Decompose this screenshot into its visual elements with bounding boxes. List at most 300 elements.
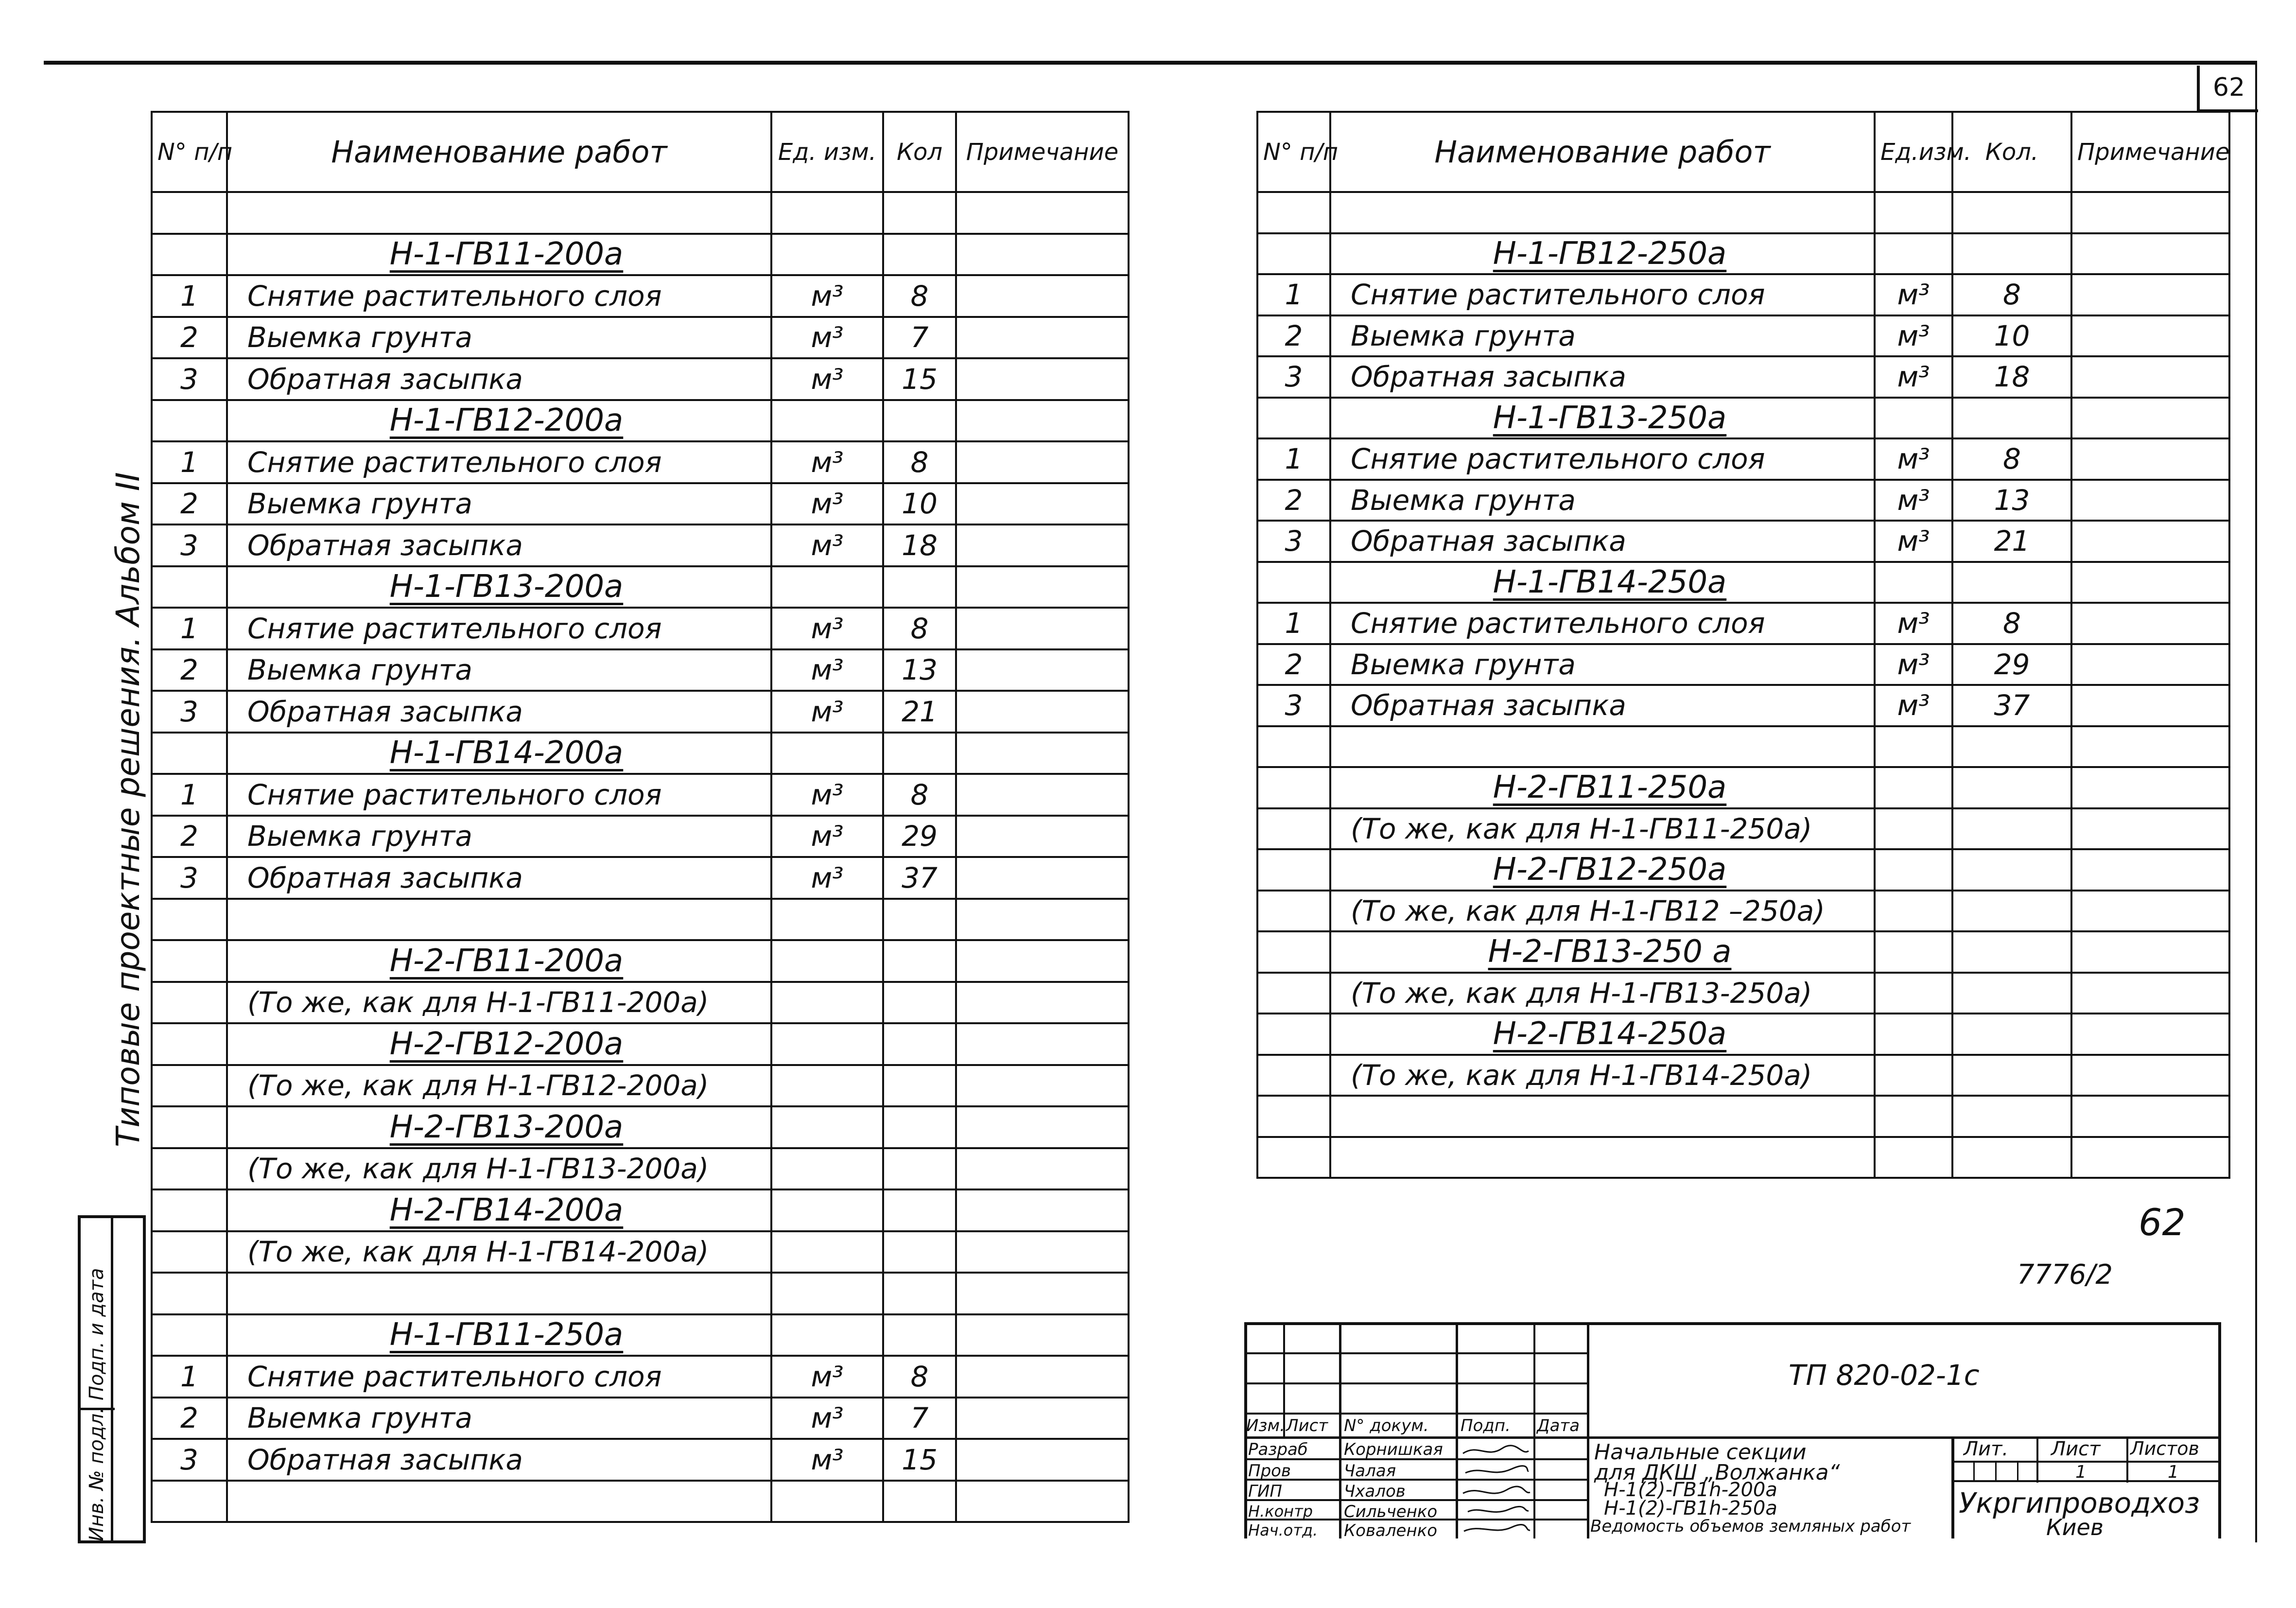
table-row [1257, 767, 2229, 808]
row-unit: м³ [771, 1356, 883, 1398]
table-row [152, 816, 1129, 857]
table-row [1257, 849, 2229, 891]
row-unit [771, 566, 883, 608]
row-num [1257, 192, 1330, 233]
table-row [1257, 315, 2229, 357]
section-code: Н-2-ГВ11-250а [1493, 769, 1727, 806]
row-note [956, 566, 1129, 608]
album-title: Типовые проектные решения. Альбом II [109, 472, 147, 1147]
header-note: Примечание [956, 112, 1129, 192]
row-unit [1875, 808, 1952, 850]
row-unit [771, 1065, 883, 1107]
row-unit [1875, 767, 1952, 808]
table-row [152, 1189, 1129, 1231]
tb-org: Укргипроводхоз [1959, 1486, 2200, 1520]
row-note [956, 1106, 1129, 1148]
row-num: 2 [1257, 480, 1330, 521]
row-name: Выемка грунта [1330, 315, 1875, 357]
row-qty: 21 [1952, 521, 2071, 562]
table-row [1257, 480, 2229, 521]
row-qty [1952, 808, 2071, 850]
row-num: 2 [152, 816, 227, 857]
row-num: 3 [152, 358, 227, 400]
row-name: Снятие растительного слоя [1330, 274, 1875, 315]
row-num [1257, 1014, 1330, 1055]
row-unit [1875, 726, 1952, 768]
table-row [152, 192, 1129, 234]
row-name [227, 940, 771, 982]
header-unit: Ед. изм. [771, 112, 883, 192]
row-name [227, 1314, 771, 1356]
row-qty [1952, 398, 2071, 439]
row-num [152, 566, 227, 608]
row-unit [771, 982, 883, 1024]
table-row [152, 1023, 1129, 1065]
row-note [2071, 192, 2229, 233]
row-qty [883, 1065, 956, 1107]
row-unit [771, 1481, 883, 1522]
section-code: Н-1-ГВ13-250а [1493, 400, 1727, 436]
table-row [1257, 808, 2229, 850]
row-qty [883, 1023, 956, 1065]
table-row [152, 234, 1129, 276]
row-qty: 10 [1952, 315, 2071, 357]
row-note [2071, 1096, 2229, 1137]
tb-person: Чалая [1344, 1461, 1396, 1481]
row-name: Снятие растительного слоя [227, 275, 771, 317]
row-name: Снятие растительного слоя [1330, 603, 1875, 644]
table-row [152, 982, 1129, 1024]
table-row [1257, 891, 2229, 932]
row-unit [771, 1231, 883, 1273]
row-name: (То же, как для Н-1-ГВ14-250а) [1330, 1055, 1875, 1096]
row-note [2071, 438, 2229, 480]
row-qty: 15 [883, 1439, 956, 1481]
row-name: Обратная засыпка [1330, 521, 1875, 562]
section-code: Н-2-ГВ12-200а [389, 1026, 624, 1062]
table-row [1257, 931, 2229, 973]
row-unit [771, 1314, 883, 1356]
row-num: 2 [1257, 315, 1330, 357]
title-block [1244, 1322, 2221, 1538]
row-name [1330, 233, 1875, 275]
table-row [1257, 233, 2229, 275]
section-code: Н-1-ГВ12-250а [1493, 235, 1727, 272]
table-row [1257, 973, 2229, 1014]
row-note [956, 857, 1129, 899]
section-code: Н-1-ГВ13-200а [389, 569, 624, 605]
table-row [152, 774, 1129, 816]
row-note [2071, 562, 2229, 603]
row-name: Выемка грунта [227, 1398, 771, 1439]
row-num [1257, 1137, 1330, 1178]
row-name: Обратная засыпка [1330, 356, 1875, 398]
table-row [152, 691, 1129, 733]
row-num: 3 [1257, 356, 1330, 398]
row-note [2071, 1137, 2229, 1178]
table-row [152, 857, 1129, 899]
row-num [1257, 808, 1330, 850]
row-name: Обратная засыпка [227, 524, 771, 566]
row-name [1330, 931, 1875, 973]
row-name: Снятие растительного слоя [227, 1356, 771, 1398]
row-qty [883, 234, 956, 276]
row-unit [771, 899, 883, 941]
row-qty [1952, 931, 2071, 973]
row-unit: м³ [771, 358, 883, 400]
row-unit: м³ [771, 317, 883, 359]
row-num [152, 1106, 227, 1148]
row-name: Выемка грунта [227, 649, 771, 691]
table-row [152, 275, 1129, 317]
row-num: 1 [152, 608, 227, 649]
row-unit [771, 940, 883, 982]
row-note [956, 400, 1129, 442]
row-name: (То же, как для Н-1-ГВ12-200а) [227, 1065, 771, 1107]
row-unit [1875, 891, 1952, 932]
row-unit [771, 400, 883, 442]
row-note [2071, 1055, 2229, 1096]
row-qty [1952, 726, 2071, 768]
row-note [2071, 808, 2229, 850]
row-num: 1 [1257, 603, 1330, 644]
row-name: (То же, как для Н-1-ГВ13-200а) [227, 1148, 771, 1190]
tb-desc-line: Начальные секции [1594, 1440, 1807, 1465]
row-note [2071, 356, 2229, 398]
row-qty [883, 1148, 956, 1190]
row-name: Обратная засыпка [227, 358, 771, 400]
works-table-right-body [1257, 192, 2229, 1178]
table-row [1257, 562, 2229, 603]
row-num: 1 [152, 275, 227, 317]
row-name: Обратная засыпка [227, 857, 771, 899]
row-unit: м³ [771, 524, 883, 566]
table-row [152, 1481, 1129, 1522]
row-unit: м³ [771, 649, 883, 691]
row-num [1257, 726, 1330, 768]
row-num [152, 400, 227, 442]
row-unit: м³ [1875, 274, 1952, 315]
row-num [152, 1148, 227, 1190]
row-unit: м³ [771, 691, 883, 733]
row-note [956, 608, 1129, 649]
table-row [152, 441, 1129, 483]
row-unit: м³ [1875, 356, 1952, 398]
tb-desc-line: Ведомость объемов земляных работ [1590, 1517, 1911, 1536]
row-name [227, 899, 771, 941]
row-num [152, 982, 227, 1024]
row-note [2071, 767, 2229, 808]
row-unit [771, 192, 883, 234]
row-note [2071, 233, 2229, 275]
tb-col-doc: N° докум. [1344, 1416, 1429, 1435]
row-num [152, 940, 227, 982]
row-num: 1 [152, 774, 227, 816]
table-row [152, 1273, 1129, 1314]
row-num: 1 [1257, 274, 1330, 315]
row-num [152, 1231, 227, 1273]
row-note [956, 317, 1129, 359]
tb-desc-line: Н-1(2)-ГВ1h-250а [1604, 1497, 1777, 1520]
row-note [956, 483, 1129, 525]
row-qty [883, 940, 956, 982]
row-qty: 37 [1952, 685, 2071, 726]
table-row [1257, 438, 2229, 480]
row-name [1330, 1014, 1875, 1055]
row-unit: м³ [771, 608, 883, 649]
row-num [1257, 767, 1330, 808]
row-qty [883, 1314, 956, 1356]
row-num: 1 [152, 1356, 227, 1398]
table-row [152, 317, 1129, 359]
row-unit: м³ [1875, 685, 1952, 726]
row-note [2071, 685, 2229, 726]
row-num: 3 [152, 524, 227, 566]
section-code: Н-2-ГВ12-250а [1493, 852, 1727, 888]
table-row [152, 608, 1129, 649]
row-note [956, 441, 1129, 483]
row-note [956, 733, 1129, 774]
tb-col-date: Дата [1537, 1416, 1580, 1435]
row-unit [771, 1106, 883, 1148]
row-unit [1875, 973, 1952, 1014]
row-name: (То же, как для Н-1-ГВ11-200а) [227, 982, 771, 1024]
row-note [956, 1314, 1129, 1356]
row-qty [1952, 1137, 2071, 1178]
row-qty: 29 [883, 816, 956, 857]
row-qty [1952, 849, 2071, 891]
section-code: Н-1-ГВ14-200а [389, 735, 624, 771]
row-unit [1875, 192, 1952, 233]
table-row [152, 1148, 1129, 1190]
row-num [1257, 562, 1330, 603]
row-num [152, 1065, 227, 1107]
row-qty [883, 192, 956, 234]
row-name: Снятие растительного слоя [227, 608, 771, 649]
row-qty: 8 [883, 608, 956, 649]
row-name [227, 1106, 771, 1148]
table-row [1257, 1014, 2229, 1055]
header-qty: Кол. [1952, 112, 2071, 192]
row-note [2071, 849, 2229, 891]
row-name [227, 1023, 771, 1065]
row-note [956, 1273, 1129, 1314]
row-num: 3 [1257, 521, 1330, 562]
row-num [1257, 931, 1330, 973]
row-unit [1875, 1055, 1952, 1096]
section-code: Н-2-ГВ13-200а [389, 1109, 624, 1145]
row-unit: м³ [771, 1398, 883, 1439]
row-num: 3 [1257, 685, 1330, 726]
row-num [152, 234, 227, 276]
row-num: 2 [1257, 644, 1330, 685]
row-name: Снятие растительного слоя [1330, 438, 1875, 480]
row-num [152, 1189, 227, 1231]
row-name [1330, 767, 1875, 808]
row-unit [1875, 1014, 1952, 1055]
row-qty [1952, 1055, 2071, 1096]
row-note [956, 1023, 1129, 1065]
row-num [1257, 891, 1330, 932]
row-name [1330, 192, 1875, 233]
tb-sheet-label: Лист [2051, 1438, 2101, 1460]
row-name: Выемка грунта [1330, 480, 1875, 521]
row-qty [883, 1481, 956, 1522]
page-number-handwritten: 62 [2139, 1201, 2186, 1244]
header-qty: Кол [883, 112, 956, 192]
row-unit: м³ [1875, 644, 1952, 685]
row-num: 2 [152, 649, 227, 691]
sidebar-divider [111, 1218, 113, 1540]
row-note [956, 899, 1129, 941]
table-row [1257, 356, 2229, 398]
row-qty: 8 [883, 774, 956, 816]
section-code: Н-1-ГВ11-250а [389, 1317, 624, 1353]
tb-role: Пров [1248, 1461, 1291, 1481]
row-qty: 8 [883, 275, 956, 317]
row-note [956, 192, 1129, 234]
row-num [1257, 1055, 1330, 1096]
row-name [1330, 1096, 1875, 1137]
row-qty: 10 [883, 483, 956, 525]
row-qty [883, 1106, 956, 1148]
table-row [1257, 192, 2229, 233]
row-num [1257, 1096, 1330, 1137]
row-num: 3 [152, 857, 227, 899]
row-name [1330, 726, 1875, 768]
row-num: 2 [152, 1398, 227, 1439]
row-note [956, 358, 1129, 400]
tb-col-izm: Изм. [1246, 1416, 1285, 1435]
row-qty [1952, 767, 2071, 808]
row-note [2071, 1014, 2229, 1055]
table-row [152, 1231, 1129, 1273]
row-num [1257, 973, 1330, 1014]
row-note [956, 1481, 1129, 1522]
row-qty [1952, 1096, 2071, 1137]
tb-col-sign: Подп. [1461, 1416, 1511, 1435]
works-table-left-body [152, 192, 1129, 1522]
row-note [2071, 973, 2229, 1014]
row-num [1257, 398, 1330, 439]
row-unit: м³ [771, 275, 883, 317]
table-row [152, 1356, 1129, 1398]
section-code: Н-2-ГВ14-200а [389, 1192, 624, 1228]
section-code: Н-2-ГВ11-200а [389, 943, 624, 979]
table-row [152, 899, 1129, 941]
row-unit: м³ [1875, 480, 1952, 521]
row-num [152, 1481, 227, 1522]
table-row [152, 1439, 1129, 1481]
row-qty: 8 [1952, 274, 2071, 315]
table-row [1257, 726, 2229, 768]
row-num [152, 899, 227, 941]
table-row [1257, 1137, 2229, 1178]
row-name: Выемка грунта [227, 317, 771, 359]
row-note [2071, 726, 2229, 768]
row-qty [883, 1273, 956, 1314]
row-qty: 18 [883, 524, 956, 566]
row-note [956, 774, 1129, 816]
row-qty [883, 1189, 956, 1231]
row-note [956, 275, 1129, 317]
row-note [956, 649, 1129, 691]
row-name: (То же, как для Н-1-ГВ14-200а) [227, 1231, 771, 1273]
row-qty: 21 [883, 691, 956, 733]
tb-sheet-value: 1 [2075, 1462, 2087, 1482]
row-qty: 29 [1952, 644, 2071, 685]
row-name: (То же, как для Н-1-ГВ12 –250а) [1330, 891, 1875, 932]
row-unit [1875, 398, 1952, 439]
row-qty [1952, 233, 2071, 275]
sidebar-stamp [78, 1215, 146, 1543]
row-note [2071, 891, 2229, 932]
row-name [1330, 849, 1875, 891]
header-name: Наименование работ [227, 112, 771, 192]
table-row [152, 733, 1129, 774]
row-unit [1875, 1096, 1952, 1137]
row-unit [771, 1273, 883, 1314]
row-note [2071, 931, 2229, 973]
row-unit: м³ [771, 1439, 883, 1481]
tb-person: Корнишкая [1344, 1440, 1443, 1459]
row-qty: 37 [883, 857, 956, 899]
tb-person: Чхалов [1344, 1482, 1406, 1501]
row-unit [1875, 849, 1952, 891]
works-table-right [1256, 111, 2230, 1179]
table-row [152, 566, 1129, 608]
row-name: (То же, как для Н-1-ГВ11-250а) [1330, 808, 1875, 850]
table-row [1257, 274, 2229, 315]
row-note [956, 1148, 1129, 1190]
inventory-number: 7776/2 [2017, 1259, 2113, 1291]
table-row [1257, 521, 2229, 562]
row-name: Снятие растительного слоя [227, 774, 771, 816]
row-qty: 8 [883, 1356, 956, 1398]
row-unit [1875, 562, 1952, 603]
row-note [2071, 521, 2229, 562]
header-num: N° п/п [1257, 112, 1330, 192]
tb-person: Коваленко [1344, 1521, 1438, 1540]
row-qty: 8 [883, 441, 956, 483]
row-name: Выемка грунта [227, 816, 771, 857]
row-note [956, 1398, 1129, 1439]
table-row [152, 358, 1129, 400]
header-num: N° п/п [152, 112, 227, 192]
table-row [152, 1065, 1129, 1107]
row-note [956, 1189, 1129, 1231]
doc-code: ТП 820-02-1с [1789, 1359, 1980, 1392]
row-note [2071, 274, 2229, 315]
table-row [152, 483, 1129, 525]
row-name [1330, 562, 1875, 603]
row-note [956, 940, 1129, 982]
section-code: Н-2-ГВ14-250а [1493, 1016, 1727, 1052]
row-qty [883, 733, 956, 774]
row-note [2071, 480, 2229, 521]
row-note [956, 691, 1129, 733]
row-name [1330, 398, 1875, 439]
row-qty: 15 [883, 358, 956, 400]
header-name: Наименование работ [1330, 112, 1875, 192]
row-qty [883, 982, 956, 1024]
section-code: Н-2-ГВ13-250 а [1488, 934, 1732, 970]
row-unit: м³ [771, 483, 883, 525]
sidebar-sign-date: Подп. и дата [86, 1268, 108, 1400]
row-note [2071, 398, 2229, 439]
row-qty: 7 [883, 1398, 956, 1439]
row-name [227, 1481, 771, 1522]
